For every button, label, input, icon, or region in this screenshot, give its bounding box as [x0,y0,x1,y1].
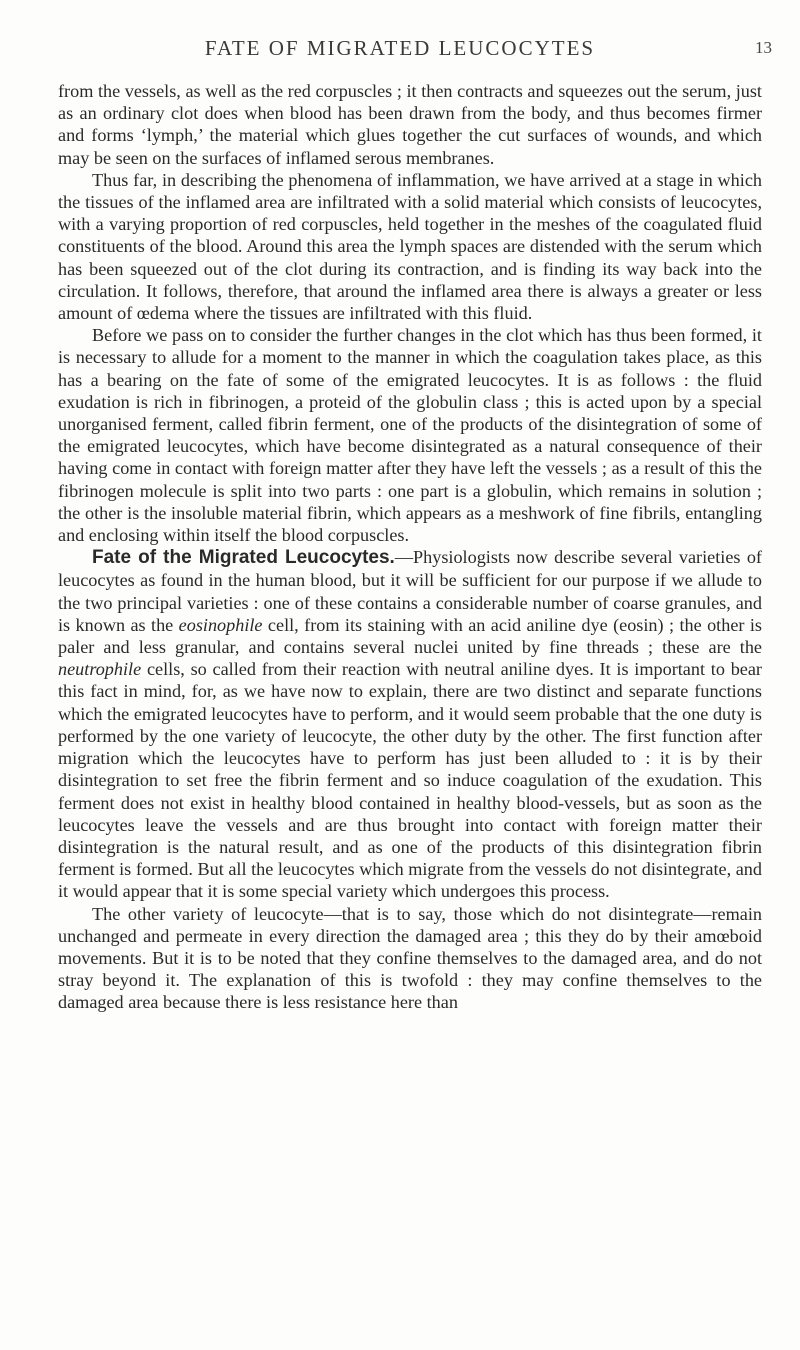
paragraph-text: cells, so called from their reaction with neutral aniline dyes. It is important to bear this fact in mind, for, as we have now to explain, there are two distinct and separate functions which the emigrated leucocytes have to perform, and it would seem probable that the one duty is performed by the one variety of leucocyte, the other duty by the other. The first function after migration which the leucocytes have to perform has just been alluded to : it is by their disintegration to set free the fibrin ferment and so induce coagulation of the exudation. This ferment does not exist in healthy blood contained in healthy blood-vessels, but as soon as the leucocytes leave the vessels and are thus brought into contact with foreign matter their disintegration is the natural result, and as one of the products of this disintegration fibrin ferment is formed. But all the leucocytes which migrate from the vessels do not disintegrate, and it would appear that it is some special variety which undergoes this process. [58,659,762,902]
paragraph-inflammation-stage: Thus far, in describing the phenomena of inflammation, we have arrived at a stage in which the tissues of the inflamed area are infiltrated with a solid material which consists of leucocytes, with a varying proportion of red corpuscles, held together in the meshes of the coagulated fluid constituents of the blood. Around this area the lymph spaces are distended with the serum which has been squeezed out of the clot during its contraction, and is finding its way back into the circulation. It follows, therefore, that around the inflamed area there is always a greater or less amount of œdema where the tissues are infiltrated with this fluid. [58,169,762,324]
body-text [58,80,762,1014]
paragraph-text: —Physiologists now describe several varieties of leucocytes as found in the human blood, but it will be sufficient for our purpose if we allude to the two principal varieties : one of these contains a considerable number of coarse granules, and is known as the [58,547,762,635]
page-number: 13 [755,38,772,57]
paragraph-text: cell, from its staining with an acid aniline dye (eosin) ; the other is paler and less granular, and contains several nuclei united by fine threads ; these are the [58,614,762,658]
running-head [0,36,800,66]
section-heading: Fate of the Migrated Leucocytes. [92,547,395,569]
italic-term-eosinophile: eosinophile [178,614,263,635]
italic-term-neutrophile: neutrophile [58,659,142,680]
paragraph-coagulation: Before we pass on to consider the further changes in the clot which has thus been formed, it is necessary to allude for a moment to the manner in which the coagulation takes place, as this has a bearing on the fate of some of the emigrated leucocytes. It is as follows : the fluid exudation is rich in fibrinogen, a proteid of the globulin class ; this is acted upon by a special unorganised ferment, called fibrin ferment, one of the products of the disintegration of some of the emigrated leucocytes, which have become disintegrated as a natural consequence of their having come in contact with foreign matter after they have left the vessels ; as a result of this the fibrinogen molecule is split into two parts : one part is a globulin, which remains in solution ; the other is the insoluble material fibrin, which appears as a meshwork of fine fibrils, entangling and enclosing within itself the blood corpuscles. [58,325,762,546]
paragraph-other-variety: The other variety of leucocyte—that is to say, those which do not disintegrate—remain unchanged and permeate in every direction the damaged area ; this they do by their amœboid movements. But it is to be noted that they confine themselves to the damaged area, and do not stray beyond it. The explanation of this is twofold : they may confine themselves to the damaged area because there is less resistance here than [58,903,762,1013]
running-title: FATE OF MIGRATED LEUCOCYTES [204,36,596,60]
paragraph-fate-of-leucocytes [58,546,762,902]
paragraph-continuation: from the vessels, as well as the red corpuscles ; it then contracts and squeezes out the serum, just as an ordinary clot does when blood has been drawn from the body, and thus becomes firmer and forms ‘lymph,’ the material which glues together the cut surfaces of wounds, and which may be seen on the surfaces of inflamed serous membranes. [58,81,762,168]
